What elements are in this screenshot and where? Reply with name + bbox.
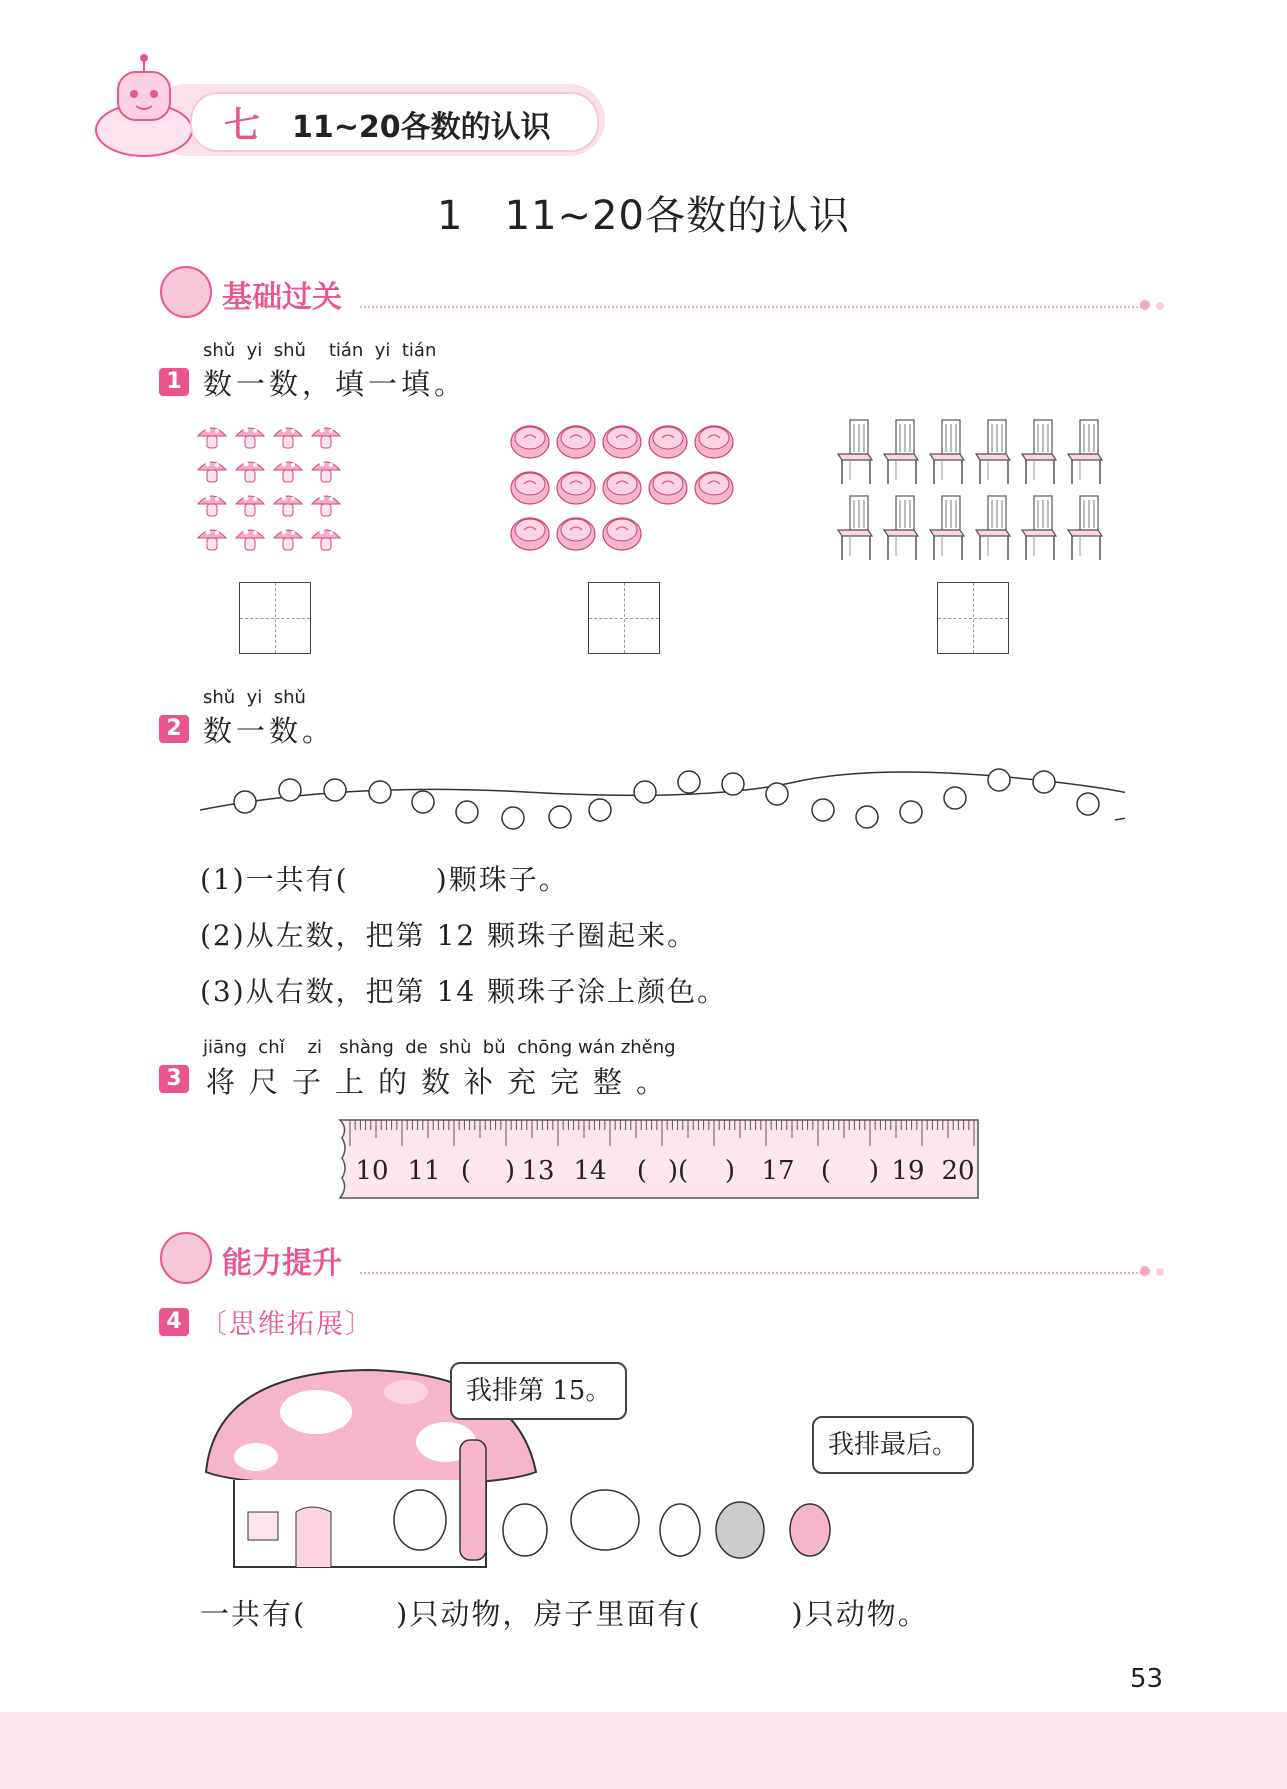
section-label: 能力提升 <box>222 1246 342 1281</box>
answer-box-chairs[interactable] <box>937 582 1009 654</box>
bead <box>900 801 922 823</box>
bead <box>1077 793 1099 815</box>
q3-text: 将尺子上的数补充完整。 <box>206 1065 680 1099</box>
decor-dot <box>1156 1268 1164 1276</box>
ruler-label: 17 <box>761 1156 795 1186</box>
ruler-label: 19 <box>891 1156 925 1186</box>
chapter-title: 11~20各数的认识 <box>292 110 551 145</box>
q2-pinyin: shǔ yi shǔ <box>203 687 306 708</box>
bear-icon <box>716 1502 764 1558</box>
bead <box>766 783 788 805</box>
cake-group-icon <box>510 420 750 560</box>
ruler-label: 20 <box>941 1156 975 1186</box>
girl-mascot-icon <box>160 266 212 318</box>
q1-number: 1 <box>159 368 189 396</box>
ruler-labels <box>338 1156 980 1186</box>
q2-sub2: (2)从左数，把第 12 颗珠子圈起来。 <box>200 919 698 952</box>
q3-pinyin: jiāng chǐ zi shàng de shù bǔ chōng wán zhěng <box>203 1037 676 1058</box>
q2-sub3: (3)从右数，把第 14 颗珠子涂上颜色。 <box>200 975 728 1008</box>
speech-bubble-monkey: 我排最后。 <box>812 1416 974 1474</box>
chair-group-icon <box>836 418 1116 568</box>
chapter-number: 七 <box>224 105 261 146</box>
decor-dot <box>1140 300 1150 310</box>
bead <box>456 801 478 823</box>
q3-number: 3 <box>159 1065 189 1093</box>
ruler-label: ( <box>460 1156 472 1186</box>
bead <box>634 781 656 803</box>
bead <box>502 807 524 829</box>
ruler-label: 10 <box>355 1156 389 1186</box>
q2-text: 数一数。 <box>203 714 336 748</box>
section-label: 基础过关 <box>222 280 342 315</box>
bead <box>1033 771 1055 793</box>
bead <box>678 771 700 793</box>
monkey-icon <box>790 1504 830 1556</box>
q2-number: 2 <box>159 715 189 743</box>
bead <box>812 799 834 821</box>
page-number: 53 <box>1130 1664 1164 1694</box>
bead <box>988 769 1010 791</box>
q4-tag: 〔思维拓展〕 <box>200 1309 374 1340</box>
bead <box>369 781 391 803</box>
horse-icon <box>571 1490 639 1550</box>
decor-dot <box>1140 1266 1150 1276</box>
dotted-divider <box>360 1272 1142 1274</box>
bead <box>234 791 256 813</box>
ruler-label: 11 <box>407 1156 441 1186</box>
ruler-label: 14 <box>573 1156 607 1186</box>
q1-text: 数一数，填一填。 <box>203 367 468 401</box>
ruler-label: ( <box>820 1156 832 1186</box>
section-header-advanced <box>160 1232 1160 1282</box>
bead <box>549 806 571 828</box>
ruler-label: 13 <box>521 1156 555 1186</box>
bead <box>324 779 346 801</box>
q1-pinyin: shǔ yi shǔ tián yi tián <box>203 340 437 361</box>
girl-mascot-icon <box>160 1232 212 1284</box>
bead <box>856 806 878 828</box>
footer-band <box>0 1712 1287 1789</box>
ruler-label: ( <box>636 1156 648 1186</box>
rabbit-icon <box>660 1504 700 1556</box>
answer-box-cakes[interactable] <box>588 582 660 654</box>
ruler-label: ) <box>724 1156 736 1186</box>
speech-bubble-giraffe: 我排第 15。 <box>450 1362 627 1420</box>
section-header-basic <box>160 266 1160 316</box>
robot-mascot-icon <box>84 52 204 162</box>
answer-box-mushrooms[interactable] <box>239 582 311 654</box>
ruler-label: )( <box>667 1156 689 1186</box>
lesson-title: 1 11~20各数的认识 <box>437 193 850 239</box>
dog-icon <box>503 1504 547 1556</box>
ruler-label: ) <box>504 1156 516 1186</box>
bead <box>412 791 434 813</box>
bead <box>722 773 744 795</box>
q2-sub1: (1)一共有( )颗珠子。 <box>200 863 569 896</box>
giraffe-icon <box>460 1440 486 1560</box>
bead <box>279 779 301 801</box>
dotted-divider <box>360 306 1142 308</box>
animal-queue-icon <box>390 1420 860 1570</box>
mushroom-group-icon <box>196 422 356 562</box>
bead-string <box>195 762 1125 832</box>
bead <box>944 787 966 809</box>
bead <box>589 799 611 821</box>
q4-answer-line: 一共有( )只动物，房子里面有( )只动物。 <box>200 1597 929 1631</box>
sheep-icon <box>394 1490 446 1550</box>
decor-dot <box>1156 302 1164 310</box>
ruler-label: ) <box>868 1156 880 1186</box>
q4-number: 4 <box>159 1308 189 1336</box>
